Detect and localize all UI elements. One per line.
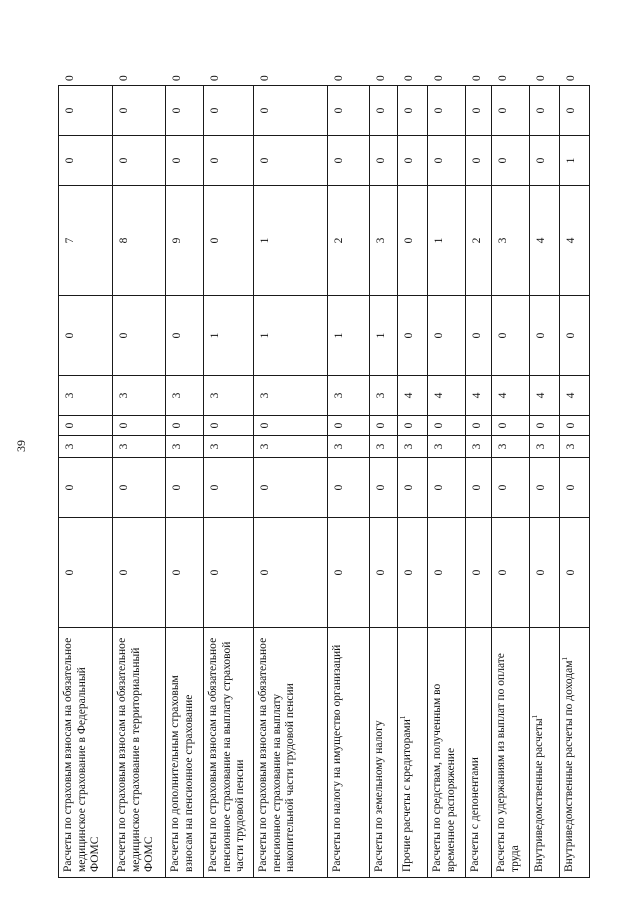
account-name-cell: [328, 628, 370, 878]
account-name-cell: [492, 628, 530, 878]
value-cell-8: 1: [560, 136, 590, 186]
value-cell-8: 0: [466, 136, 492, 186]
value-cell-2: 0: [328, 458, 370, 518]
value-cell-4: 0: [492, 416, 530, 436]
value-cell-6: 0: [398, 296, 428, 376]
value-cell-5: 4: [466, 376, 492, 416]
value-cell-1: 0: [59, 518, 113, 628]
value-cell-8: 0: [166, 136, 204, 186]
value-cell-8: 0: [428, 136, 466, 186]
value-cell-5: 3: [59, 376, 113, 416]
value-cell-5: 3: [370, 376, 398, 416]
table-row: Расчеты по удержаниям из выплат по оплате труда 0 0 3 0 4 0 3 0 0 0: [492, 86, 530, 878]
value-cell-6: 0: [166, 296, 204, 376]
value-cell-6: 1: [204, 296, 254, 376]
value-cell-5: 3: [204, 376, 254, 416]
value-cell-3: 3: [370, 436, 398, 458]
value-cell-4: 0: [560, 416, 590, 436]
account-name-cell: [428, 628, 466, 878]
table-row: Расчеты по страховым взносам на обязательное пенсионное страхование на выплату страховой части трудовой пенсии 0 0 3 0 3 1 0 0 0 0: [204, 86, 254, 878]
account-name: Расчеты по земельному налогу: [373, 720, 385, 872]
value-cell-6: 1: [254, 296, 328, 376]
value-cell-7: 9: [166, 186, 204, 296]
value-cell-9: 0: [59, 86, 113, 136]
table-row: Расчеты по страховым взносам на обязательное медицинское страхование в Федеральный ФОМС 0 0 3 0 3 0 7 0 0 0: [59, 86, 113, 878]
value-cell-5: 4: [428, 376, 466, 416]
value-cell-7: 1: [428, 186, 466, 296]
table-row: Расчеты по налогу на имущество организаций 0 0 3 0 3 1 2 0 0 0: [328, 86, 370, 878]
value-cell-3: 3: [428, 436, 466, 458]
value-cell-9: 0: [398, 86, 428, 136]
value-cell-6: 0: [428, 296, 466, 376]
value-cell-7: 4: [560, 186, 590, 296]
value-cell-2: 0: [530, 458, 560, 518]
value-cell-6: 1: [370, 296, 398, 376]
account-name: Расчеты по удержаниям из выплат по оплате труда: [495, 653, 521, 872]
value-cell-7: 3: [492, 186, 530, 296]
value-cell-2: 0: [59, 458, 113, 518]
account-name-cell: [466, 628, 492, 878]
value-cell-2: 0: [492, 458, 530, 518]
account-name: Расчеты по страховым взносам на обязательное медицинское страхование в Федеральный ФОМС: [62, 637, 102, 872]
value-cell-3: 3: [530, 436, 560, 458]
value-cell-2: 0: [428, 458, 466, 518]
value-cell-2: 0: [398, 458, 428, 518]
value-cell-4: 0: [398, 416, 428, 436]
value-cell-8: 0: [370, 136, 398, 186]
value-cell-3: 3: [59, 436, 113, 458]
account-name-cell: [254, 628, 328, 878]
value-cell-9: 0: [428, 86, 466, 136]
value-cell-4: 0: [466, 416, 492, 436]
value-cell-9: 0: [466, 86, 492, 136]
value-cell-5: 4: [560, 376, 590, 416]
value-cell-1: 0: [328, 518, 370, 628]
value-cell-3: 3: [560, 436, 590, 458]
value-cell-4: 0: [166, 416, 204, 436]
account-name: Расчеты по страховым взносам на обязательное медицинское страхование в территориальный ФОМС: [116, 637, 156, 872]
value-cell-1: 0: [398, 518, 428, 628]
account-name-cell: [560, 628, 590, 878]
value-cell-9: 0: [328, 86, 370, 136]
value-cell-5: 4: [530, 376, 560, 416]
value-cell-2: 0: [466, 458, 492, 518]
value-cell-7: 7: [59, 186, 113, 296]
value-cell-6: 0: [59, 296, 113, 376]
value-cell-9: 0: [254, 86, 328, 136]
value-cell-9: 0: [166, 86, 204, 136]
value-cell-1: 0: [428, 518, 466, 628]
value-cell-4: 0: [254, 416, 328, 436]
value-cell-3: 3: [398, 436, 428, 458]
account-name: Расчеты по страховым взносам на обязательное пенсионное страхование на выплату накопительной части трудовой пенсии: [257, 637, 297, 872]
value-cell-5: 3: [254, 376, 328, 416]
value-cell-8: 0: [204, 136, 254, 186]
value-cell-7: 4: [530, 186, 560, 296]
value-cell-4: 0: [59, 416, 113, 436]
value-cell-1: 0: [530, 518, 560, 628]
value-cell-8: 0: [254, 136, 328, 186]
table-row: Расчеты по страховым взносам на обязательное медицинское страхование в территориальный ФОМС 0 0 3 0 3 0 8 0 0 0: [113, 86, 166, 878]
account-name: Расчеты по страховым взносам на обязательное пенсионное страхование на выплату страховой части трудовой пенсии: [207, 637, 247, 872]
value-cell-6: 0: [530, 296, 560, 376]
value-cell-2: 0: [560, 458, 590, 518]
page-number: 39: [14, 440, 28, 452]
value-cell-3: 3: [466, 436, 492, 458]
value-cell-4: 0: [530, 416, 560, 436]
value-cell-9: 0: [204, 86, 254, 136]
value-cell-8: 0: [59, 136, 113, 186]
value-cell-1: 0: [113, 518, 166, 628]
value-cell-4: 0: [113, 416, 166, 436]
value-cell-1: 0: [492, 518, 530, 628]
account-name: Расчеты по средствам, полученным во временное распоряжение: [431, 683, 457, 872]
table-row: Прочие расчеты с кредиторами$^1$ 0 0 3 0 4 0 0 0 0 0: [398, 86, 428, 878]
value-cell-8: 0: [398, 136, 428, 186]
value-cell-1: 0: [254, 518, 328, 628]
account-name: Прочие расчеты с кредиторами: [401, 719, 413, 872]
value-cell-9: 0: [113, 86, 166, 136]
value-cell-6: 0: [560, 296, 590, 376]
account-name: Внутриведомственные расчеты: [533, 718, 545, 872]
value-cell-6: 0: [113, 296, 166, 376]
value-cell-6: 1: [328, 296, 370, 376]
value-cell-7: 2: [328, 186, 370, 296]
value-cell-5: 3: [166, 376, 204, 416]
account-name-cell: [370, 628, 398, 878]
value-cell-2: 0: [113, 458, 166, 518]
value-cell-3: 3: [113, 436, 166, 458]
value-cell-2: 0: [370, 458, 398, 518]
value-cell-3: 3: [204, 436, 254, 458]
value-cell-4: 0: [428, 416, 466, 436]
account-name-cell: [113, 628, 166, 878]
value-cell-7: 3: [370, 186, 398, 296]
value-cell-4: 0: [204, 416, 254, 436]
account-name: Расчеты с депонентами: [469, 757, 481, 872]
footnote-mark: 1: [531, 714, 540, 719]
value-cell-3: 3: [254, 436, 328, 458]
account-name: Расчеты по налогу на имущество организаций: [331, 644, 343, 872]
value-cell-8: 0: [113, 136, 166, 186]
value-cell-1: 0: [166, 518, 204, 628]
value-cell-3: 3: [328, 436, 370, 458]
value-cell-3: 3: [492, 436, 530, 458]
value-cell-9: 0: [492, 86, 530, 136]
value-cell-1: 0: [370, 518, 398, 628]
value-cell-5: 3: [113, 376, 166, 416]
footnote-mark: 1: [399, 715, 408, 720]
table-row: Расчеты по средствам, полученным во временное распоряжение 0 0 3 0 4 0 1 0 0 0: [428, 86, 466, 878]
table-row: Внутриведомственные расчеты$^1$ 0 0 3 0 4 0 4 0 0 0: [530, 86, 560, 878]
rotated-table-container: [58, 75, 590, 878]
table-row: Расчеты по земельному налогу 0 0 3 0 3 1 3 0 0 0: [370, 86, 398, 878]
value-cell-7: 0: [398, 186, 428, 296]
table-row: Расчеты по дополнительным страховым взносам на пенсионное страхование 0 0 3 0 3 0 9 0 0 0: [166, 86, 204, 878]
account-name-cell: [59, 628, 113, 878]
value-cell-5: 4: [492, 376, 530, 416]
account-name-cell: [530, 628, 560, 878]
value-cell-7: 1: [254, 186, 328, 296]
value-cell-5: 3: [328, 376, 370, 416]
value-cell-9: 0: [370, 86, 398, 136]
value-cell-8: 0: [328, 136, 370, 186]
value-cell-9: 0: [530, 86, 560, 136]
account-name: Внутриведомственные расчеты по доходам: [563, 660, 575, 872]
account-name-cell: [166, 628, 204, 878]
value-cell-7: 8: [113, 186, 166, 296]
value-cell-2: 0: [166, 458, 204, 518]
value-cell-1: 0: [204, 518, 254, 628]
value-cell-7: 2: [466, 186, 492, 296]
value-cell-1: 0: [560, 518, 590, 628]
value-cell-6: 0: [466, 296, 492, 376]
footnote-mark: 1: [561, 656, 570, 661]
value-cell-2: 0: [254, 458, 328, 518]
accounts-table: [58, 75, 590, 878]
value-cell-8: 0: [492, 136, 530, 186]
value-cell-1: 0: [466, 518, 492, 628]
account-name-cell: [398, 628, 428, 878]
account-name: Расчеты по дополнительным страховым взносам на пенсионное страхование: [169, 675, 195, 872]
table-row: Расчеты по страховым взносам на обязательное пенсионное страхование на выплату накопительной части трудовой пенсии 0 0 3 0 3 1 1 0 0 0: [254, 86, 328, 878]
table-row: Расчеты с депонентами 0 0 3 0 4 0 2 0 0 0: [466, 86, 492, 878]
value-cell-7: 0: [204, 186, 254, 296]
value-cell-5: 4: [398, 376, 428, 416]
value-cell-2: 0: [204, 458, 254, 518]
value-cell-9: 0: [560, 86, 590, 136]
table-row: Внутриведомственные расчеты по доходам$^1$ 0 0 3 0 4 0 4 1 0 0: [560, 86, 590, 878]
value-cell-4: 0: [370, 416, 398, 436]
value-cell-3: 3: [166, 436, 204, 458]
value-cell-6: 0: [492, 296, 530, 376]
account-name-cell: [204, 628, 254, 878]
value-cell-8: 0: [530, 136, 560, 186]
value-cell-4: 0: [328, 416, 370, 436]
